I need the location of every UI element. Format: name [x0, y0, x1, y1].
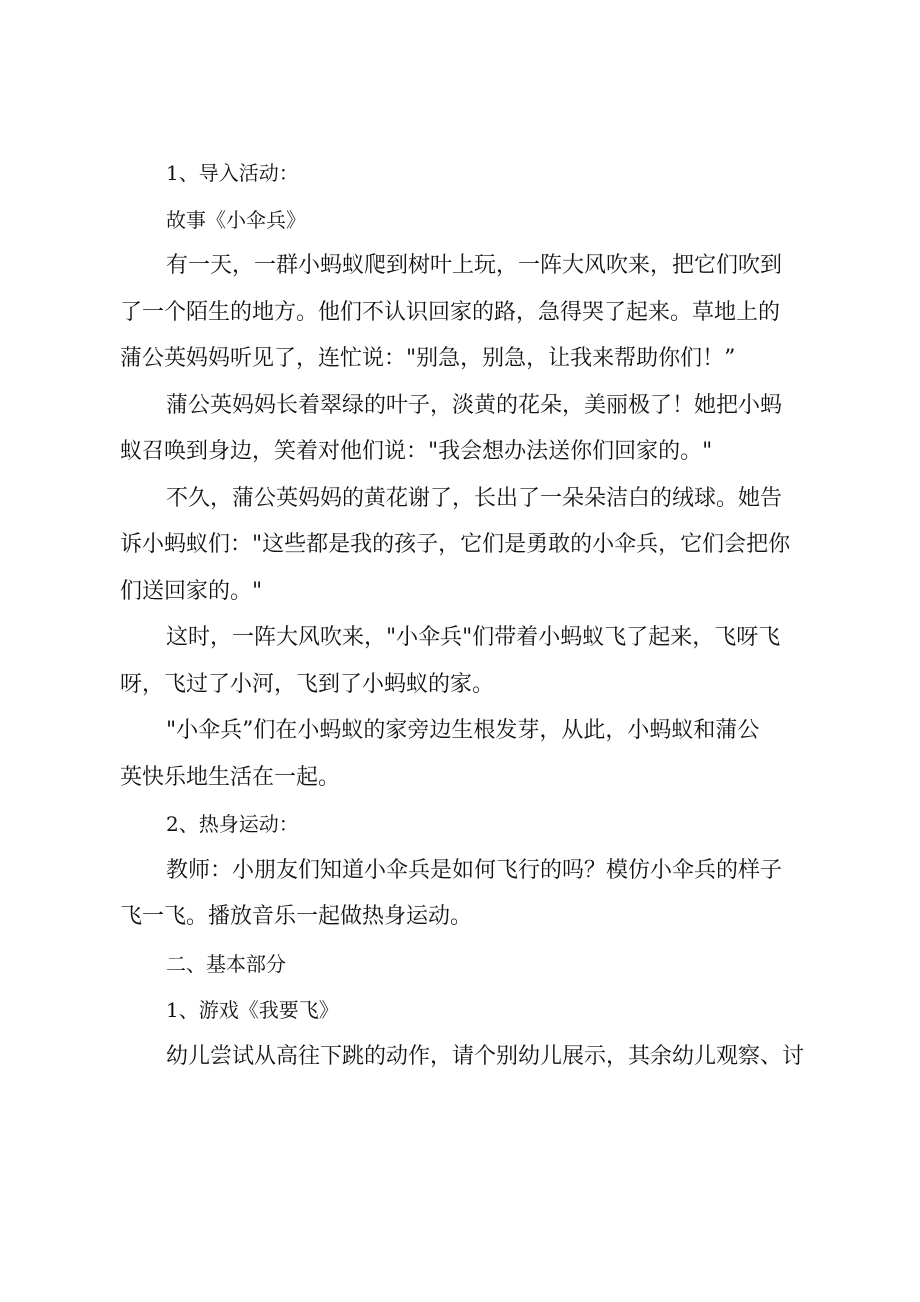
paragraph-line: 们送回家的。": [120, 579, 263, 604]
paragraph-line: 蚁召唤到身边，笑着对他们说："我会想办法送你们回家的。": [120, 439, 713, 464]
paragraph-line: 诉小蚂蚁们："这些都是我的孩子，它们是勇敢的小伞兵，它们会把你: [120, 532, 791, 557]
paragraph-line: 英快乐地生活在一起。: [120, 765, 341, 790]
paragraph-line: 不久，蒲公英妈妈的黄花谢了，长出了一朵朵洁白的绒球。她告: [166, 486, 783, 511]
story-title: 故事《小伞兵》: [166, 208, 306, 232]
paragraph-line: "小伞兵”们在小蚂蚁的家旁边生根发芽，从此，小蚂蚁和蒲公: [166, 718, 760, 743]
paragraph-line: 了一个陌生的地方。他们不认识回家的路，急得哭了起来。草地上的: [120, 300, 781, 325]
paragraph-line: 有一天，一群小蚂蚁爬到树叶上玩，一阵大风吹来，把它们吹到: [166, 253, 783, 278]
paragraph-line: 呀，飞过了小河，飞到了小蚂蚁的家。: [120, 672, 495, 697]
paragraph-line: 飞一飞。播放音乐一起做热身运动。: [120, 904, 473, 929]
intro-heading: 1、导入活动：: [166, 161, 299, 185]
game-heading: 1、游戏《我要飞》: [166, 998, 339, 1022]
paragraph-line: 教师：小朋友们知道小伞兵是如何飞行的吗？模仿小伞兵的样子: [166, 858, 783, 883]
paragraph-line: 蒲公英妈妈长着翠绿的叶子，淡黄的花朵，美丽极了！她把小蚂: [166, 393, 783, 418]
paragraph-line: 幼儿尝试从高往下跳的动作，请个别幼儿展示，其余幼儿观察、讨: [166, 1044, 805, 1069]
paragraph-line: 蒲公英妈妈听见了，连忙说："别急，别急，让我来帮助你们！”: [120, 346, 736, 371]
warmup-heading: 2、热身运动：: [166, 812, 299, 836]
part2-heading: 二、基本部分: [166, 952, 286, 976]
paragraph-line: 这时，一阵大风吹来，"小伞兵"们带着小蚂蚁飞了起来，飞呀飞: [166, 625, 781, 650]
